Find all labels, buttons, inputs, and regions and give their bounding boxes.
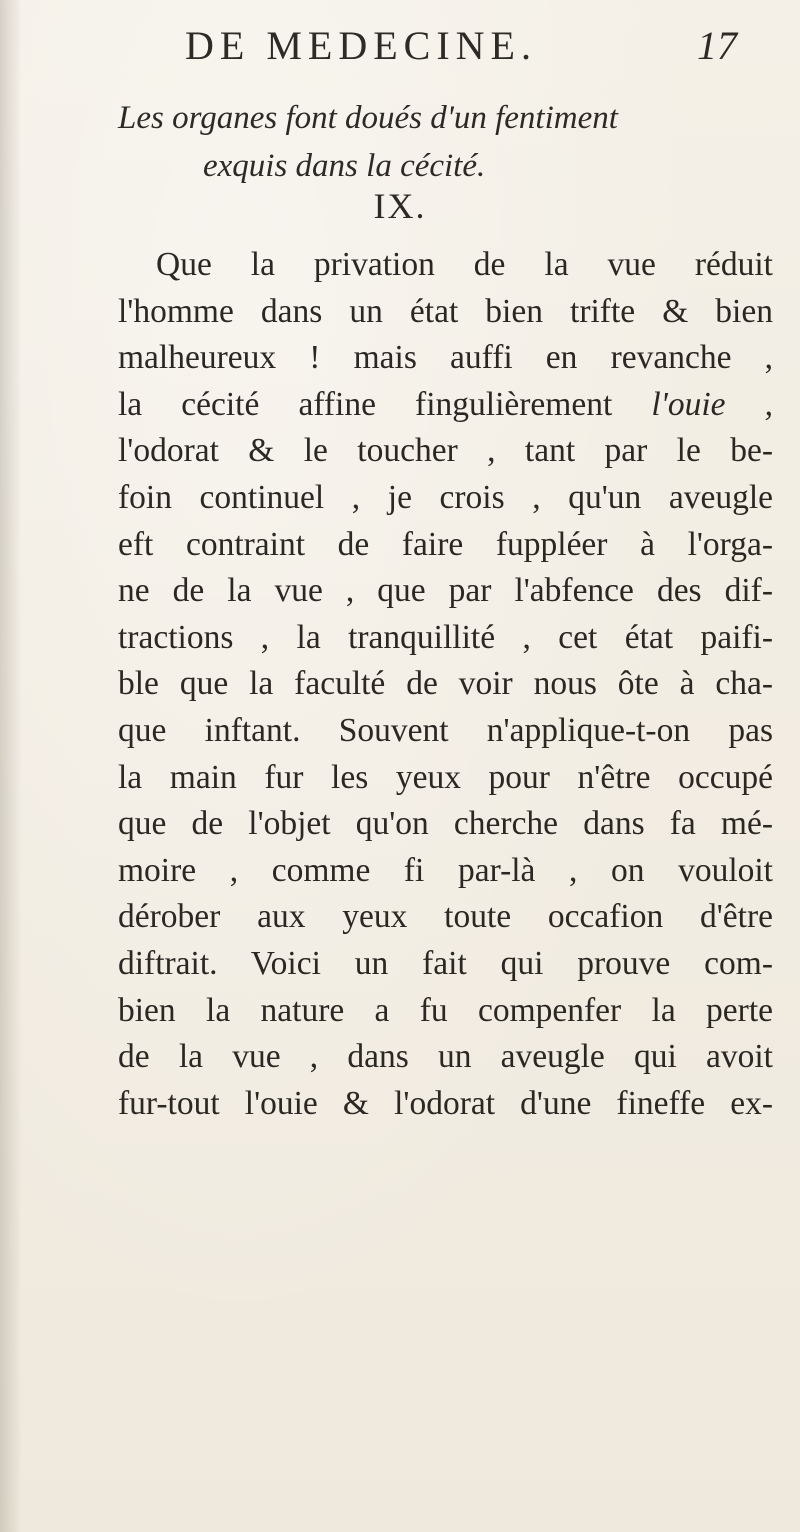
- text-line-head: la cécité affine fingulièrement: [118, 385, 613, 423]
- text-line: que de l'objet qu'on cherche dans fa mé-: [118, 805, 773, 843]
- text-line: que inftant. Souvent n'applique-t-on pas: [118, 711, 773, 749]
- marginal-summary: [118, 94, 768, 190]
- text-line: malheureux ! mais auffi en revanche ,: [118, 339, 773, 377]
- running-head: [185, 22, 745, 82]
- text-line: moire , comme fi par-là , on vouloit: [118, 851, 773, 889]
- text-line: diftrait. Voici un fait qui prouve com-: [118, 944, 773, 982]
- section-number: IX.: [373, 186, 427, 226]
- text-line: de la vue , dans un aveugle qui avoit: [118, 1038, 773, 1076]
- text-line: ble que la faculté de voir nous ôte à cha-: [118, 665, 773, 703]
- summary-line: exquis dans la cécité.: [203, 148, 486, 184]
- binding-shadow: [0, 0, 22, 1532]
- text-line: bien la nature a fu compenfer la perte: [118, 991, 773, 1029]
- text-line: eft contraint de faire fuppléer à l'orga-: [118, 525, 773, 563]
- text-line: foin continuel , je crois , qu'un aveugle: [118, 478, 773, 516]
- text-line: l'homme dans un état bien trifte & bien: [118, 292, 773, 330]
- text-line: la main fur les yeux pour n'être occupé: [118, 758, 773, 796]
- body-paragraph: [118, 242, 773, 1127]
- text-line: tractions , la tranquillité , cet état paifi-: [118, 618, 773, 656]
- text-line: fur-tout l'ouie & l'odorat d'une fineffe ex-: [118, 1084, 773, 1122]
- running-title: DE MEDECINE.: [185, 23, 537, 68]
- text-line: [118, 382, 773, 429]
- page-number: 17: [697, 23, 737, 68]
- text-line: ne de la vue , que par l'abfence des dif-: [118, 572, 773, 610]
- italic-term: l'ouie ,: [651, 385, 773, 423]
- text-line: dérober aux yeux toute occafion d'être: [118, 898, 773, 936]
- text-line: l'odorat & le toucher , tant par le be-: [118, 432, 773, 470]
- text-line: Que la privation de la vue réduit: [156, 246, 773, 283]
- summary-line: Les organes font doués d'un fentiment: [118, 100, 618, 136]
